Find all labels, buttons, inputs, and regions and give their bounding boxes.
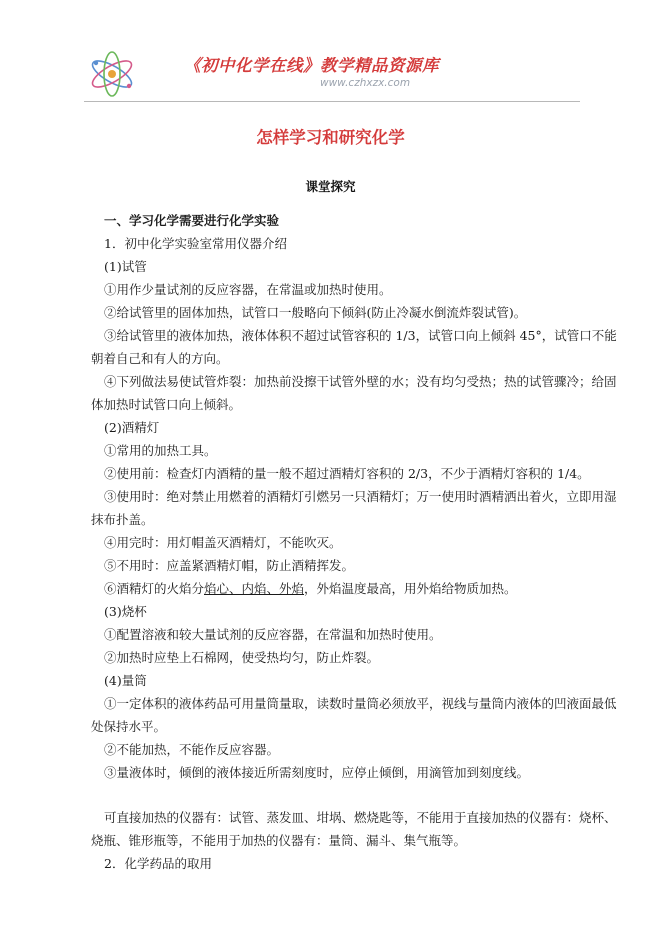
cylinder-point-2: ②不能加热，不能作反应容器。 bbox=[104, 742, 280, 757]
item-heading-1: 1．初中化学实验室常用仪器介绍 bbox=[104, 236, 287, 251]
atom-logo-icon bbox=[84, 48, 140, 100]
cylinder-point-1-cont: 处保持水平。 bbox=[91, 719, 167, 734]
summary-paragraph-cont: 烧瓶、锥形瓶等，不能用于加热的仪器有：量筒、漏斗、集气瓶等。 bbox=[91, 833, 467, 848]
header-url: www.czhxzx.com bbox=[320, 77, 411, 89]
item-heading-2: 2．化学药品的取用 bbox=[104, 856, 212, 871]
test-tube-point-1: ①用作少量试剂的反应容器，在常温或加热时使用。 bbox=[104, 282, 392, 297]
flame-parts-underlined: 焰心、内焰、外焰 bbox=[204, 581, 305, 596]
header-title: 《初中化学在线》教学精品资源库 bbox=[184, 56, 439, 75]
alcohol-lamp-point-5: ⑤不用时：应盖紧酒精灯帽，防止酒精挥发。 bbox=[104, 558, 355, 573]
alcohol-lamp-point-6 bbox=[104, 581, 517, 597]
test-tube-heading: (1)试管 bbox=[104, 259, 147, 274]
alcohol-lamp-point-3: ③使用时：绝对禁止用燃着的酒精灯引燃另一只酒精灯；万一使用时酒精洒出着火，立即用湿 bbox=[104, 489, 617, 504]
test-tube-point-4: ④下列做法易使试管炸裂：加热前没擦干试管外壁的水；没有均匀受热；热的试管骤冷；给固 bbox=[104, 374, 617, 389]
flame-text-pre: ⑥酒精灯的火焰分 bbox=[104, 581, 205, 596]
alcohol-lamp-point-1: ①常用的加热工具。 bbox=[104, 443, 217, 458]
cylinder-point-3: ③量液体时，倾倒的液体接近所需刻度时，应停止倾倒，用滴管加到刻度线。 bbox=[104, 765, 530, 780]
cylinder-point-1: ①一定体积的液体药品可用量筒量取，读数时量筒必须放平，视线与量筒内液体的凹液面最低 bbox=[104, 696, 617, 711]
flame-text-post: ，外焰温度最高，用外焰给物质加热。 bbox=[304, 581, 517, 596]
document-subtitle: 课堂探究 bbox=[305, 179, 356, 194]
beaker-point-1: ①配置溶液和较大量试剂的反应容器，在常温和加热时使用。 bbox=[104, 627, 442, 642]
alcohol-lamp-heading: (2)酒精灯 bbox=[104, 420, 160, 435]
test-tube-point-4-cont: 体加热时试管口向上倾斜。 bbox=[91, 397, 242, 412]
cylinder-heading: (4)量筒 bbox=[104, 673, 147, 688]
page-header bbox=[84, 48, 580, 100]
test-tube-point-2: ②给试管里的固体加热，试管口一般略向下倾斜(防止冷凝水倒流炸裂试管)。 bbox=[104, 305, 527, 320]
alcohol-lamp-point-3-cont: 抹布扑盖。 bbox=[91, 512, 154, 527]
header-divider bbox=[84, 101, 580, 102]
summary-paragraph: 可直接加热的仪器有：试管、蒸发皿、坩埚、燃烧匙等，不能用于直接加热的仪器有：烧杯、 bbox=[104, 810, 617, 825]
section-heading-1: 一、学习化学需要进行化学实验 bbox=[104, 213, 280, 228]
alcohol-lamp-point-4: ④用完时：用灯帽盖灭酒精灯，不能吹灭。 bbox=[104, 535, 342, 550]
test-tube-point-3-cont: 朝着自己和有人的方向。 bbox=[91, 351, 229, 366]
beaker-heading: (3)烧杯 bbox=[104, 604, 147, 619]
document-title: 怎样学习和研究化学 bbox=[256, 128, 405, 147]
beaker-point-2: ②加热时应垫上石棉网，使受热均匀，防止炸裂。 bbox=[104, 650, 380, 665]
test-tube-point-3: ③给试管里的液体加热，液体体积不超过试管容积的 1/3，试管口向上倾斜 45°，试管口不能 bbox=[104, 328, 617, 343]
alcohol-lamp-point-2: ②使用前：检查灯内酒精的量一般不超过酒精灯容积的 2/3，不少于酒精灯容积的 1/4。 bbox=[104, 466, 590, 481]
